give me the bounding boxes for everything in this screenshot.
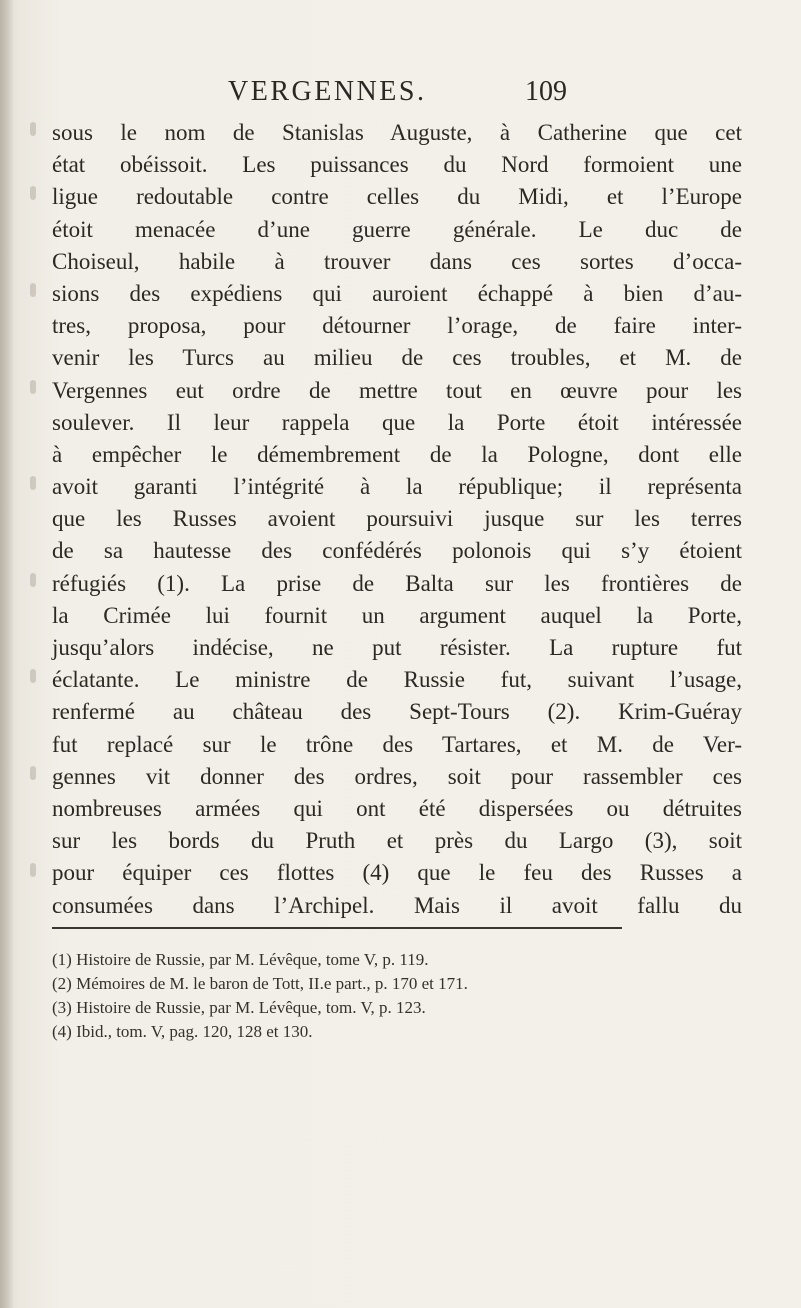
page-number: 109 — [525, 76, 567, 107]
margin-mark — [30, 863, 36, 877]
text-line: jusqu’alors indécise, ne put résister. La rupture fut — [52, 635, 742, 660]
footnotes — [52, 948, 712, 1044]
running-head: VERGENNES. — [228, 76, 427, 107]
text-line: gennes vit donner des ordres, soit pour rassembler ces — [52, 763, 742, 789]
margin-mark — [30, 186, 36, 200]
text-line: éclatante. Le ministre de Russie fut, suivant l’usage, — [52, 667, 742, 693]
footnote: (2) Mémoires de M. le baron de Tott, II.e part., p. 170 et 171. — [52, 974, 468, 993]
text-line: renfermé au château des Sept-Tours (2). Krim-Guéray — [52, 699, 742, 725]
gutter-shadow — [0, 0, 14, 1308]
text-line: tres, proposa, pour détourner l’orage, de faire inter- — [52, 313, 742, 339]
text-line: sous le nom de Stanislas Auguste, à Catherine que cet — [52, 120, 742, 145]
text-line: à empêcher le démembrement de la Pologne, dont elle — [52, 441, 742, 467]
text-line: la Crimée lui fournit un argument auquel la Porte, — [52, 602, 742, 628]
margin-mark — [30, 573, 36, 587]
text-line: consumées dans l’Archipel. Mais il avoit fallu du — [52, 892, 742, 918]
text-line: état obéissoit. Les puissances du Nord formoient une — [52, 152, 742, 178]
margin-mark — [30, 766, 36, 780]
text-line: ligue redoutable contre celles du Midi, et l’Europe — [52, 184, 742, 210]
text-line: de sa hautesse des confédérés polonois qui s’y étoient — [52, 538, 742, 564]
text-line: Choiseul, habile à trouver dans ces sortes d’occa- — [52, 248, 742, 274]
footnote: (4) Ibid., tom. V, pag. 120, 128 et 130. — [52, 1022, 313, 1041]
footnote-rule — [52, 927, 622, 929]
text-line: Vergennes eut ordre de mettre tout en œuvre pour les — [52, 377, 742, 403]
margin-mark — [30, 380, 36, 394]
margin-marks — [30, 122, 40, 922]
margin-mark — [30, 283, 36, 297]
text-line: avoit garanti l’intégrité à la république; il représenta — [52, 474, 742, 500]
footnote: (1) Histoire de Russie, par M. Lévêque, tome V, p. 119. — [52, 950, 429, 969]
margin-mark — [30, 476, 36, 490]
text-line: venir les Turcs au milieu de ces troubles, et M. de — [52, 345, 742, 371]
margin-mark — [30, 669, 36, 683]
text-line: que les Russes avoient poursuivi jusque sur les terres — [52, 506, 742, 532]
text-line: étoit menacée d’une guerre générale. Le duc de — [52, 216, 742, 242]
text-line: sions des expédiens qui auroient échappé à bien d’au- — [52, 280, 742, 306]
text-line: sur les bords du Pruth et près du Largo (3), soit — [52, 828, 742, 854]
text-line: réfugiés (1). La prise de Balta sur les frontières de — [52, 570, 742, 596]
body-text — [52, 117, 742, 922]
page-header — [0, 76, 801, 112]
text-line: soulever. Il leur rappela que la Porte étoit intéressée — [52, 409, 742, 435]
text-line: pour équiper ces flottes (4) que le feu des Russes a — [52, 860, 742, 886]
footnote: (3) Histoire de Russie, par M. Lévêque, tom. V, p. 123. — [52, 998, 426, 1017]
text-line: nombreuses armées qui ont été dispersées ou détruites — [52, 795, 742, 821]
margin-mark — [30, 122, 36, 136]
text-line: fut replacé sur le trône des Tartares, et M. de Ver- — [52, 731, 742, 757]
